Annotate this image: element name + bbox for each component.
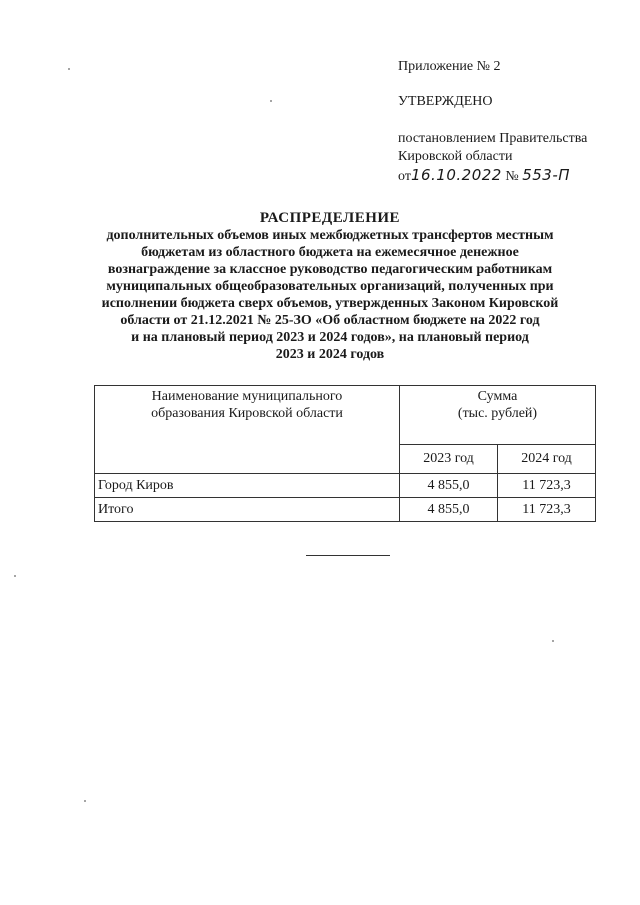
header-year-2023: 2023 год <box>400 444 498 473</box>
header-sum-line-1: Сумма <box>477 389 518 404</box>
attachment-number: Приложение № 2 <box>398 59 501 74</box>
approval-stamp <box>398 58 587 186</box>
row-name: Итого <box>95 498 400 522</box>
row-value-2024: 11 723,3 <box>498 498 596 522</box>
table-row-total <box>95 498 596 522</box>
title-line: и на плановый период 2023 и 2024 годов», на плановый период <box>131 330 529 345</box>
row-value-2024: 11 723,3 <box>498 474 596 498</box>
row-name: Город Киров <box>95 474 400 498</box>
header-municipality-line-1: Наименование муниципального <box>151 389 343 404</box>
number-prefix: № <box>505 169 519 184</box>
date-prefix: от <box>398 169 411 184</box>
table-row <box>95 474 596 498</box>
row-value-2023: 4 855,0 <box>400 498 498 522</box>
title-line: муниципальных общеобразовательных организаций, полученных при <box>106 279 554 294</box>
approved-label: УТВЕРЖДЕНО <box>398 94 493 109</box>
scan-speck <box>68 68 70 70</box>
decree-line-2: Кировской области <box>398 149 513 164</box>
scan-speck <box>14 575 16 577</box>
header-municipality-line-2: образования Кировской области <box>151 406 343 421</box>
title-line: бюджетам из областного бюджета на ежемесячное денежное <box>141 245 519 260</box>
distribution-table <box>94 385 596 522</box>
title-line: дополнительных объемов иных межбюджетных трансфертов местным <box>106 228 554 243</box>
title-line: вознаграждение за классное руководство педагогическим работникам <box>107 262 553 277</box>
end-separator-line <box>306 555 390 556</box>
decree-date-line <box>398 166 587 186</box>
handwritten-date: 16.10.2022 <box>410 166 502 184</box>
title-main: РАСПРЕДЕЛЕНИЕ <box>259 210 401 226</box>
scan-speck <box>270 100 272 102</box>
title-line: исполнении бюджета сверх объемов, утвержденных Законом Кировской <box>101 296 559 311</box>
header-sum-line-2: (тыс. рублей) <box>457 406 538 421</box>
header-year-2024: 2024 год <box>498 444 596 473</box>
header-sum <box>400 386 596 445</box>
header-municipality <box>95 386 400 474</box>
title-line: 2023 и 2024 годов <box>275 347 385 362</box>
row-value-2023: 4 855,0 <box>400 474 498 498</box>
scan-speck <box>84 800 86 802</box>
handwritten-number: 553-П <box>522 166 571 184</box>
document-title <box>60 210 600 363</box>
decree-line-1: постановлением Правительства <box>398 131 588 146</box>
scan-speck <box>552 640 554 642</box>
title-line: области от 21.12.2021 № 25-ЗО «Об областном бюджете на 2022 год <box>120 313 540 328</box>
